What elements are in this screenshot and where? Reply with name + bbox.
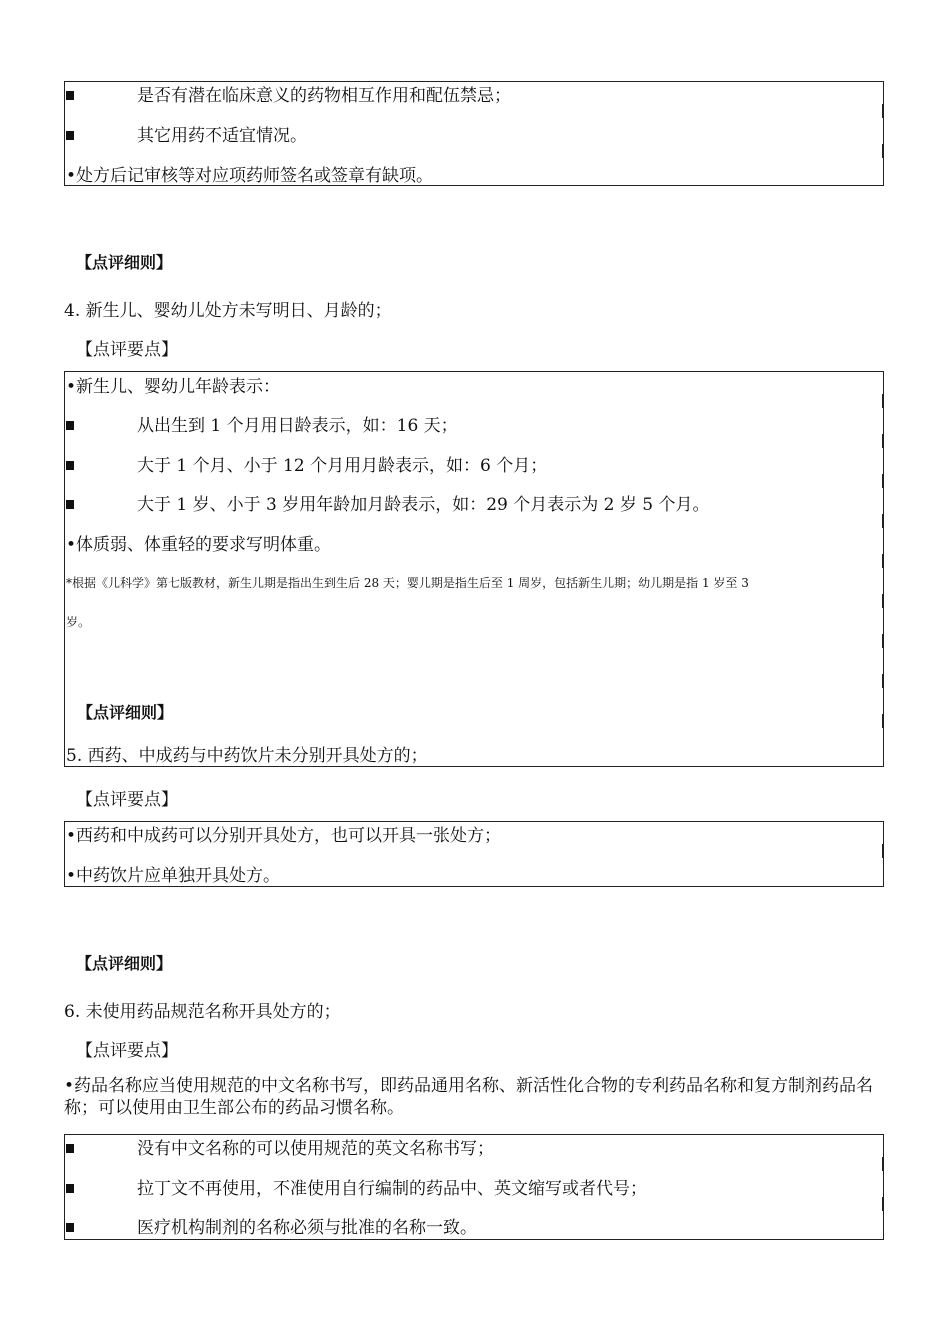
paragraph: •药品名称应当使用规范的中文名称书写，即药品通用名称、新活性化合物的专利药品名称和复方制剂药品名称；可以使用由卫生部公布的药品习惯名称。 [64,1076,874,1118]
square-bullet-icon [66,1184,74,1193]
section-heading: 【点评细则】 [76,253,173,272]
square-bullet-icon [66,421,74,430]
border-tick [882,674,884,688]
criteria-item-6: 6. 未使用药品规范名称开具处方的； [64,1002,341,1022]
border-tick [882,844,884,858]
footnote-line: 岁。 [66,615,91,629]
square-bullet-icon [66,500,74,509]
criteria-box-4: 没有中文名称的可以使用规范的英文名称书写； 拉丁文不再使用，不准使用自行编制的药品中、英文缩写或者代号； 医疗机构制剂的名称必须与批准的名称一致。 [64,1134,884,1240]
border-tick [882,634,884,648]
footnote-line: *根据《儿科学》第七版教材，新生儿期是指出生到生后 28 天；婴儿期是指生后至 1 周岁，包括新生儿期；幼儿期是指 1 岁至 3 [66,576,749,590]
criteria-item-4: 4. 新生儿、婴幼儿处方未写明日、月龄的； [64,301,392,321]
square-bullet-icon [66,91,74,100]
border-tick [882,144,884,158]
border-tick [882,594,884,608]
border-tick [882,554,884,568]
border-tick [882,1197,884,1211]
border-tick [882,474,884,488]
criteria-box-1: 是否有潜在临床意义的药物相互作用和配伍禁忌； 其它用药不适宜情况。 •处方后记审核等对应项药师签名或签章有缺项。 [64,81,884,186]
border-tick [882,514,884,528]
points-label: 【点评要点】 [76,790,178,810]
square-bullet-icon [66,1223,74,1232]
border-tick [882,1157,884,1171]
square-bullet-icon [66,131,74,140]
square-bullet-icon [66,1144,74,1153]
border-tick [882,714,884,728]
border-tick [882,104,884,118]
border-tick [882,434,884,448]
points-label: 【点评要点】 [76,340,178,360]
square-bullet-icon [66,461,74,470]
points-label: 【点评要点】 [76,1041,178,1061]
section-heading: 【点评细则】 [76,954,173,973]
criteria-box-2: •新生儿、婴幼儿年龄表示： 从出生到 1 个月用日龄表示，如：16 天； 大于 1 个月、小于 12 个月用月龄表示，如：6 个月； 大于 1 岁、小于 3 岁用年龄加月龄表示，如：29 个月表示为 2 岁 5 个月。 •体质弱、体重轻的要求写明体重。 *根据《儿科学》第七版教材，新生儿期是指出生到生后 28 天；婴儿期是指生后至 1 周岁，包括新生儿期；幼儿期是指 1 岁至 3 岁。 【点评细则】 5. 西药、中成药与中药饮片未分别开具处方的； [64,371,884,767]
criteria-box-3: •西药和中成药可以分别开具处方，也可以开具一张处方； •中药饮片应单独开具处方。 [64,821,884,887]
border-tick [882,394,884,408]
section-heading: 【点评细则】 [77,703,174,722]
